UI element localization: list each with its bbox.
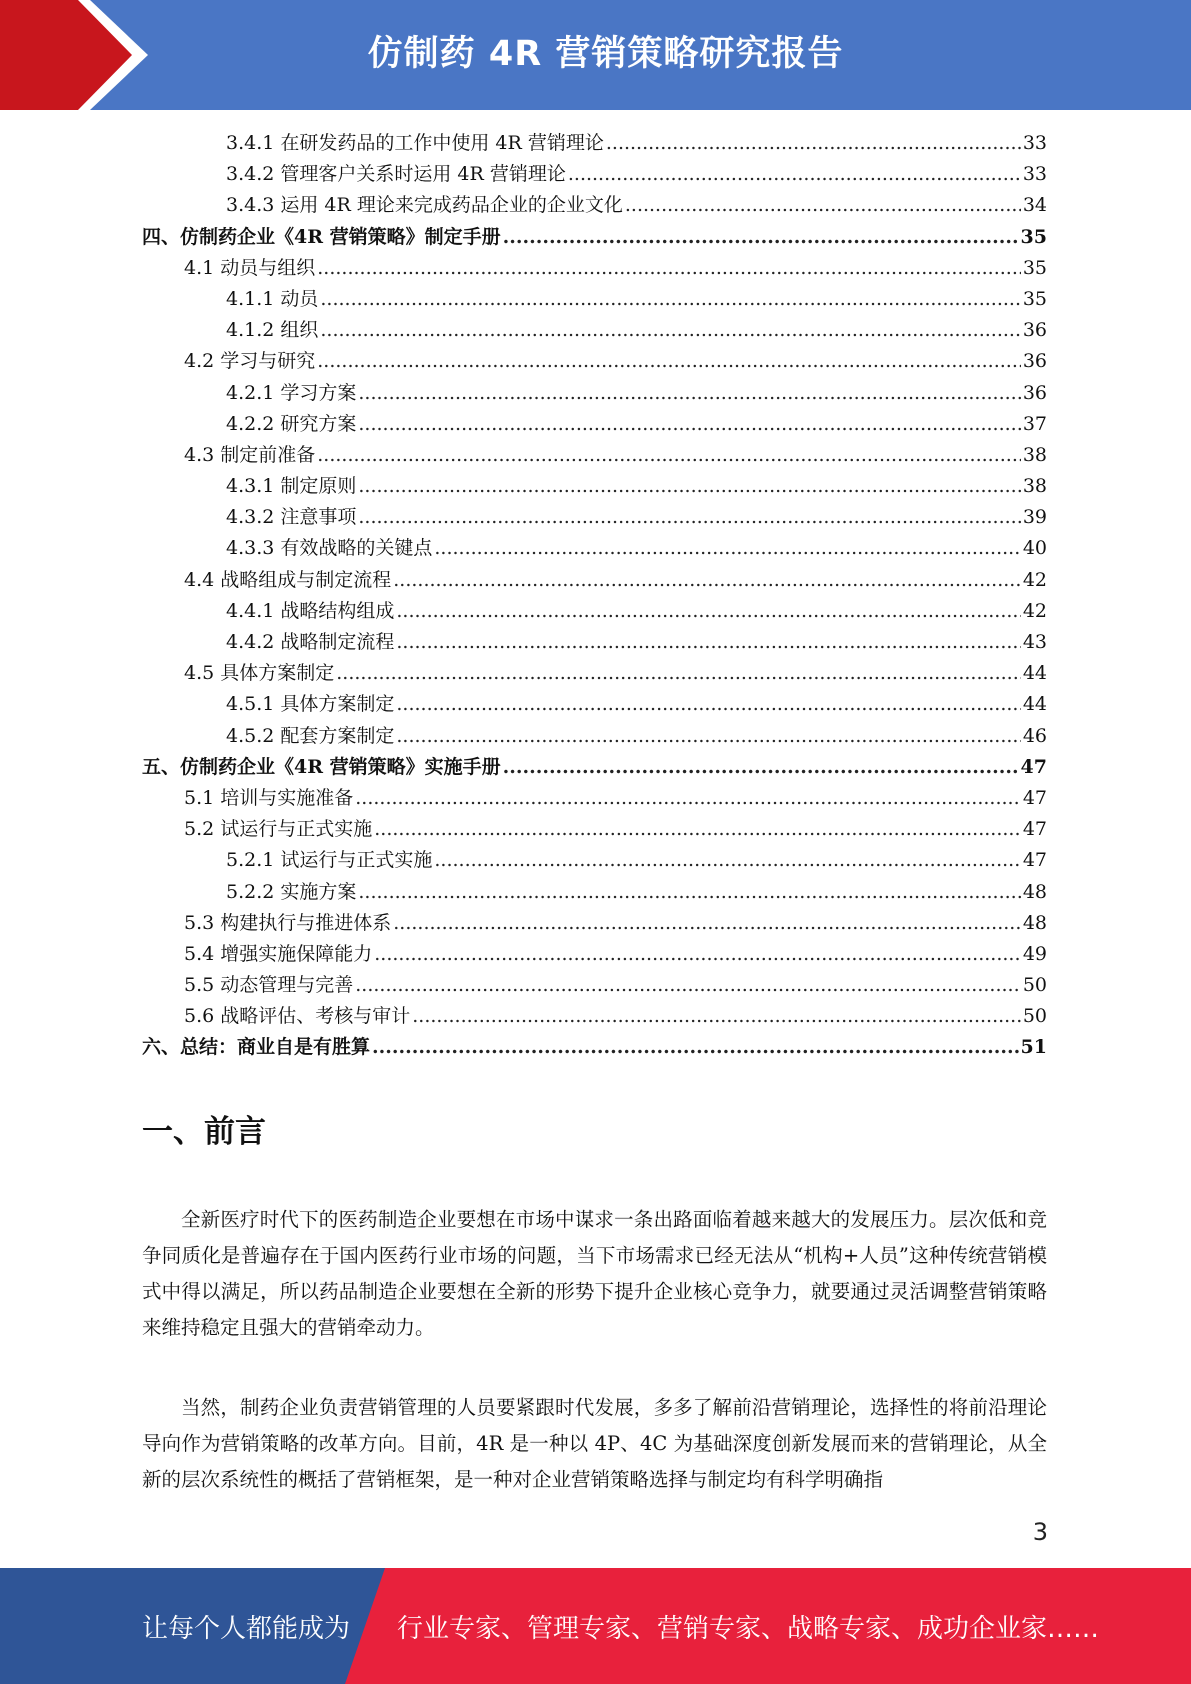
toc-entry-label: 4.2.1 学习方案 (226, 381, 357, 404)
toc-dot-leader (355, 783, 1021, 814)
toc-entry[interactable] (142, 939, 1047, 970)
toc-entry-page: 38 (1022, 475, 1047, 498)
page-header (0, 0, 1191, 110)
toc-entry-label: 4.3 制定前准备 (184, 443, 316, 466)
toc-entry-label: 5.2.1 试运行与正式实施 (226, 849, 433, 872)
toc-entry[interactable] (142, 627, 1047, 658)
toc-dot-leader (358, 877, 1020, 908)
toc-dot-leader (320, 284, 1020, 315)
toc-entry[interactable] (142, 1032, 1047, 1063)
toc-entry[interactable] (142, 253, 1047, 284)
section-title: 一、前言 (142, 1114, 266, 1150)
toc-entry-label: 四、仿制药企业《4R 营销策略》制定手册 (142, 225, 501, 248)
toc-entry-label: 五、仿制药企业《4R 营销策略》实施手册 (142, 755, 501, 778)
toc-entry-label: 5.4 增强实施保障能力 (184, 942, 373, 965)
toc-entry[interactable] (142, 721, 1047, 752)
toc-entry[interactable] (142, 502, 1047, 533)
toc-dot-leader (503, 222, 1019, 253)
toc-entry-label: 4.2 学习与研究 (184, 350, 316, 373)
toc-entry[interactable] (142, 284, 1047, 315)
toc-entry[interactable] (142, 190, 1047, 221)
toc-entry[interactable] (142, 565, 1047, 596)
toc-entry-page: 51 (1020, 1036, 1047, 1059)
toc-dot-leader (374, 814, 1021, 845)
toc-entry[interactable] (142, 845, 1047, 876)
toc-dot-leader (358, 471, 1020, 502)
toc-entry-label: 4.3.3 有效战略的关键点 (226, 537, 433, 560)
toc-entry-label: 5.3 构建执行与推进体系 (184, 911, 392, 934)
toc-entry-page: 47 (1022, 818, 1047, 841)
page-number: 3 (1032, 1518, 1048, 1546)
toc-entry-page: 43 (1022, 631, 1047, 653)
toc-entry-page: 34 (1022, 194, 1047, 217)
toc-entry-page: 46 (1022, 724, 1047, 747)
toc-entry-page: 40 (1022, 537, 1047, 560)
toc-entry[interactable] (142, 689, 1047, 720)
toc-entry[interactable] (142, 440, 1047, 471)
toc-entry-label: 六、总结：商业自是有胜算 (142, 1036, 371, 1059)
toc-entry-page: 36 (1022, 350, 1047, 373)
toc-entry[interactable] (142, 409, 1047, 440)
toc-entry-label: 4.5 具体方案制定 (184, 662, 335, 685)
toc-entry-page: 42 (1022, 568, 1047, 591)
toc-dot-leader (393, 908, 1021, 939)
toc-entry-label: 4.5.1 具体方案制定 (226, 693, 395, 716)
toc-entry[interactable] (142, 315, 1047, 346)
toc-entry[interactable] (142, 378, 1047, 409)
toc-dot-leader (412, 1001, 1021, 1032)
toc-dot-leader (358, 378, 1020, 409)
toc-entry-page: 47 (1020, 755, 1047, 778)
toc-dot-leader (396, 596, 1020, 627)
toc-entry-page: 39 (1022, 506, 1047, 529)
body-paragraph: 全新医疗时代下的医药制造企业要想在市场中谋求一条出路面临着越来越大的发展压力。层次低和竞争同质化是普遍存在于国内医药行业市场的问题，当下市场需求已经无法从“机构+人员”这种传统营销模式中得以满足，所以药品制造企业要想在全新的形势下提升企业核心竞争力，就要通过灵活调整营销策略来维持稳定且强大的营销牵动力。 (142, 1208, 1047, 1339)
toc-entry-label: 4.1.1 动员 (226, 287, 319, 310)
toc-entry-page: 36 (1022, 319, 1047, 342)
toc-entry-label: 5.5 动态管理与完善 (184, 974, 354, 997)
toc-dot-leader (358, 409, 1020, 440)
toc-entry-label: 3.4.3 运用 4R 理论来完成药品企业的企业文化 (226, 194, 623, 217)
toc-entry-label: 5.1 培训与实施准备 (184, 786, 354, 809)
toc-dot-leader (396, 721, 1020, 752)
toc-dot-leader (317, 253, 1021, 284)
toc-entry-label: 4.1 动员与组织 (184, 256, 316, 279)
footer-slogan: 让每个人都能成为 (142, 1614, 351, 1644)
body-paragraph: 当然，制药企业负责营销管理的人员要紧跟时代发展，多多了解前沿营销理论，选择性的将前沿理论导向作为营销策略的改革方向。目前，4R 是一种以 4P、4C 为基础深度创新发展而来的营销理论，从全新的层次系统性的概括了营销框架，是一种对企业营销策略选择与制定均有科学明确指 (142, 1396, 1047, 1491)
toc-dot-leader (396, 689, 1020, 720)
toc-entry-label: 4.4 战略组成与制定流程 (184, 568, 392, 591)
toc-entry-page: 35 (1022, 287, 1047, 310)
toc-entry[interactable] (142, 783, 1047, 814)
toc-dot-leader (434, 845, 1020, 876)
toc-entry-label: 5.2.2 实施方案 (226, 880, 357, 903)
footer-tagline: 行业专家、管理专家、营销专家、战略专家、成功企业家…… (397, 1614, 1100, 1644)
toc-entry-page: 48 (1022, 911, 1047, 934)
toc-entry[interactable] (142, 533, 1047, 564)
header-title: 仿制药 4R 营销策略研究报告 (367, 34, 844, 74)
toc-entry-label: 5.6 战略评估、考核与审计 (184, 1005, 411, 1028)
toc-dot-leader (503, 752, 1019, 783)
toc-entry[interactable] (142, 814, 1047, 845)
toc-dot-leader (374, 939, 1021, 970)
toc-entry[interactable] (142, 346, 1047, 377)
toc-entry-page: 47 (1022, 786, 1047, 809)
toc-entry-page: 50 (1022, 974, 1047, 997)
toc-dot-leader (358, 502, 1020, 533)
toc-entry-label: 4.3.2 注意事项 (226, 506, 357, 529)
toc-entry-page: 50 (1022, 1005, 1047, 1028)
toc-entry[interactable] (142, 752, 1047, 783)
toc-dot-leader (396, 627, 1020, 658)
toc-dot-leader (606, 128, 1021, 159)
toc-entry-page: 49 (1022, 942, 1047, 965)
toc-entry[interactable] (142, 970, 1047, 1001)
toc-dot-leader (625, 190, 1021, 221)
toc-entry[interactable] (142, 222, 1047, 253)
toc-entry-label: 4.5.2 配套方案制定 (226, 724, 395, 747)
toc-entry-label: 4.4.1 战略结构组成 (226, 599, 395, 622)
toc-entry[interactable] (142, 908, 1047, 939)
toc-entry[interactable] (142, 1001, 1047, 1032)
toc-entry-label: 4.1.2 组织 (226, 319, 319, 342)
toc-entry[interactable] (142, 658, 1047, 689)
toc-entry-label: 4.2.2 研究方案 (226, 412, 357, 435)
toc-entry-page: 42 (1022, 599, 1047, 622)
toc-entry[interactable] (142, 877, 1047, 908)
toc-dot-leader (320, 315, 1020, 346)
toc-entry-page: 33 (1022, 163, 1047, 186)
toc-entry[interactable] (142, 159, 1047, 190)
toc-entry-label: 5.2 试运行与正式实施 (184, 818, 373, 841)
toc-entry-page: 36 (1022, 381, 1047, 404)
toc-entry[interactable] (142, 596, 1047, 627)
toc-entry-page: 33 (1022, 132, 1047, 154)
toc-dot-leader (355, 970, 1021, 1001)
toc-dot-leader (336, 658, 1021, 689)
toc-entry-label: 4.3.1 制定原则 (226, 475, 357, 498)
toc-dot-leader (568, 159, 1021, 190)
toc-entry-label: 3.4.1 在研发药品的工作中使用 4R 营销理论 (226, 132, 604, 154)
toc-entry-label: 4.4.2 战略制定流程 (226, 631, 395, 653)
toc-entry-page: 35 (1020, 225, 1047, 248)
toc-entry[interactable] (142, 471, 1047, 502)
toc-dot-leader (393, 565, 1021, 596)
toc-entry-page: 35 (1022, 256, 1047, 279)
toc-entry-page: 37 (1022, 412, 1047, 435)
toc-dot-leader (317, 346, 1021, 377)
toc-entry-page: 48 (1022, 880, 1047, 903)
toc-entry-page: 44 (1022, 662, 1047, 685)
toc-entry-page: 47 (1022, 849, 1047, 872)
toc-dot-leader (434, 533, 1020, 564)
table-of-contents (142, 128, 1047, 1064)
toc-dot-leader (372, 1032, 1019, 1063)
toc-entry-page: 38 (1022, 443, 1047, 466)
toc-entry-page: 44 (1022, 693, 1047, 716)
toc-entry-label: 3.4.2 管理客户关系时运用 4R 营销理论 (226, 163, 566, 186)
toc-entry[interactable] (142, 128, 1047, 159)
toc-dot-leader (317, 440, 1021, 471)
page-footer (0, 1568, 1191, 1684)
